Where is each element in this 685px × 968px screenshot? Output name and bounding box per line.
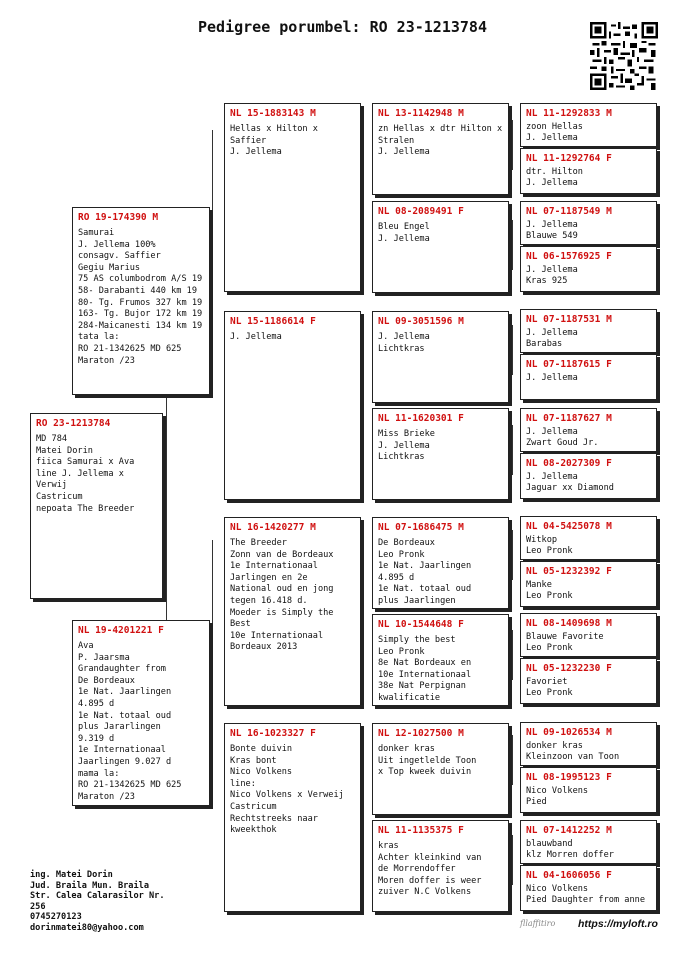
ring-number: NL 07-1187615 F: [526, 359, 612, 370]
ring-number: NL 07-1187549 M: [526, 206, 612, 217]
connector-line: [363, 335, 364, 435]
ring-number: NL 07-1412252 M: [526, 825, 612, 836]
pigeon-details: dtr. Hilton J. Jellema: [526, 167, 583, 189]
ring-number: NL 04-5425078 M: [526, 521, 612, 532]
grandparent-card[interactable]: [224, 723, 361, 912]
connector-line: [512, 630, 513, 680]
pigeon-details: The Breeder Zonn van de Bordeaux 1e Internationaal Jarlingen en 2e National oud en jong tegen 16.418 d. Moeder is Simply the Best 10e Internationaal Bordeaux 2013: [230, 538, 334, 653]
great-grandparent-card[interactable]: [372, 311, 509, 403]
pigeon-details: MD 784 Matei Dorin fiica Samurai x Ava line J. Jellema x Verwij Castricum nepoata The Breeder: [36, 434, 135, 514]
pigeon-details: Blauwe Favorite Leo Pronk: [526, 632, 604, 654]
pigeon-details: Bonte duivin Kras bont Nico Volkens line: Nico Volkens x Verweij Castricum Rechtstreeks naar kweekthok: [230, 744, 344, 836]
pigeon-details: Favoriet Leo Pronk: [526, 677, 573, 699]
great-grandparent-card[interactable]: [372, 723, 509, 815]
pigeon-details: blauwband klz Morren doffer: [526, 839, 614, 861]
ring-number: NL 08-2027309 F: [526, 458, 612, 469]
great-great-grandparent-card[interactable]: [520, 820, 657, 864]
ring-number: RO 23-1213784: [36, 418, 111, 429]
dam-card[interactable]: [72, 620, 210, 806]
great-great-grandparent-card[interactable]: [520, 103, 657, 147]
connector-line: [512, 735, 513, 785]
pigeon-details: J. Jellema Jaguar xx Diamond: [526, 472, 614, 494]
ring-number: NL 16-1023327 F: [230, 728, 316, 739]
pigeon-details: J. Jellema Barabas: [526, 328, 578, 350]
website-link[interactable]: https://myloft.ro: [578, 918, 658, 930]
pigeon-details: Hellas x Hilton x Saffier J. Jellema: [230, 124, 318, 158]
pigeon-details: Simply the best Leo Pronk 8e Nat Bordeaux en 10e Internationaal 38e Nat Perpignan kwalificatie: [378, 635, 472, 703]
ring-number: NL 07-1187531 M: [526, 314, 612, 325]
great-great-grandparent-card[interactable]: [520, 865, 657, 911]
ring-number: NL 06-1576925 F: [526, 251, 612, 262]
pigeon-details: donker kras Kleinzoon van Toon: [526, 741, 620, 763]
owner-name: ing. Matei Dorin: [30, 870, 113, 880]
owner-address-line: 256: [30, 901, 46, 912]
ring-number: NL 11-1292764 F: [526, 153, 612, 164]
great-great-grandparent-card[interactable]: [520, 516, 657, 560]
ring-number: NL 09-3051596 M: [378, 316, 464, 327]
pigeon-details: J. Jellema Zwart Goud Jr.: [526, 427, 599, 449]
pigeon-details: Bleu Engel J. Jellema: [378, 222, 430, 244]
ring-number: NL 15-1883143 M: [230, 108, 316, 119]
ring-number: NL 11-1292833 M: [526, 108, 612, 119]
ring-number: NL 11-1620301 F: [378, 413, 464, 424]
ring-number: NL 07-1187627 M: [526, 413, 612, 424]
ring-number: NL 12-1027500 M: [378, 728, 464, 739]
ring-number: NL 04-1606056 F: [526, 870, 612, 881]
pigeon-details: Ava P. Jaarsma Grandaughter from De Bordeaux 1e Nat. Jaarlingen 4.895 d 1e Nat. totaal oud plus Jararlingen 9.319 d 1e Internationaal Jaarlingen 9.027 d mama la: RO 21-1342625 MD 625 Maraton /23: [78, 641, 182, 802]
ring-number: NL 11-1135375 F: [378, 825, 464, 836]
connector-line: [363, 125, 364, 225]
pigeon-details: J. Jellema Lichtkras: [378, 332, 430, 354]
great-grandparent-card[interactable]: [372, 614, 509, 706]
pigeon-details: Witkop Leo Pronk: [526, 535, 573, 557]
grandparent-card[interactable]: [224, 103, 361, 292]
pigeon-details: donker kras Uit ingetlelde Toon x Top kweek duivin: [378, 744, 477, 778]
great-grandparent-card[interactable]: [372, 517, 509, 609]
great-great-grandparent-card[interactable]: [520, 201, 657, 245]
ring-number: RO 19-174390 M: [78, 212, 159, 223]
signature: fllaffitiro: [520, 919, 556, 928]
owner-phone: 0745270123: [30, 912, 82, 923]
ring-number: NL 10-1544648 F: [378, 619, 464, 630]
pigeon-details: Nico Volkens Pied: [526, 786, 589, 808]
ring-number: NL 09-1026534 M: [526, 727, 612, 738]
great-grandparent-card[interactable]: [372, 201, 509, 293]
great-great-grandparent-card[interactable]: [520, 453, 657, 499]
owner-email: dorinmatei80@yahoo.com: [30, 922, 144, 933]
pigeon-details: Nico Volkens Pied Daughter from anne: [526, 884, 645, 906]
great-great-grandparent-card[interactable]: [520, 354, 657, 400]
pigeon-details: Samurai J. Jellema 100% consagv. Saffier Gegiu Marius 75 AS columbodrom A/S 19 58- Darabanti 440 km 19 80- Tg. Frumos 327 km 19 163- Tg. Bujor 172 km 19 284-Maicanesti 134 km 19 tata la: RO 21-1342625 MD 625 Maraton /23: [78, 228, 203, 366]
ring-number: NL 16-1420277 M: [230, 522, 316, 533]
great-great-grandparent-card[interactable]: [520, 561, 657, 607]
great-grandparent-card[interactable]: [372, 820, 509, 912]
connector-line: [512, 220, 513, 270]
owner-address-line: Jud. Braila Mun. Braila: [30, 880, 149, 891]
connector-line: [363, 540, 364, 640]
owner-contact: [30, 870, 165, 934]
ring-number: NL 08-2089491 F: [378, 206, 464, 217]
ring-number: NL 05-1232230 F: [526, 663, 612, 674]
pigeon-details: J. Jellema Blauwe 549: [526, 220, 578, 242]
great-grandparent-card[interactable]: [372, 103, 509, 195]
great-great-grandparent-card[interactable]: [520, 309, 657, 353]
connector-line: [212, 130, 213, 330]
pigeon-details: J. Jellema Kras 925: [526, 265, 578, 287]
grandparent-card[interactable]: [224, 517, 361, 706]
sire-card[interactable]: [72, 207, 210, 395]
pigeon-details: De Bordeaux Leo Pronk 1e Nat. Jaarlingen 4.895 d 1e Nat. totaal oud plus Jaarlingen: [378, 538, 472, 606]
great-great-grandparent-card[interactable]: [520, 767, 657, 813]
pigeon-details: J. Jellema: [526, 373, 578, 383]
subject-card[interactable]: [30, 413, 163, 599]
connector-line: [212, 540, 213, 740]
pigeon-details: zn Hellas x dtr Hilton x Stralen J. Jellema: [378, 124, 503, 158]
ring-number: NL 15-1186614 F: [230, 316, 316, 327]
great-great-grandparent-card[interactable]: [520, 658, 657, 704]
connector-line: [512, 425, 513, 475]
ring-number: NL 08-1409698 M: [526, 618, 612, 629]
ring-number: NL 08-1995123 F: [526, 772, 612, 783]
page-title: Pedigree porumbel: RO 23-1213784: [198, 18, 487, 36]
pigeon-details: zoon Hellas J. Jellema: [526, 122, 583, 144]
connector-line: [512, 530, 513, 580]
great-great-grandparent-card[interactable]: [520, 408, 657, 452]
great-grandparent-card[interactable]: [372, 408, 509, 500]
ring-number: NL 07-1686475 M: [378, 522, 464, 533]
great-great-grandparent-card[interactable]: [520, 613, 657, 657]
great-great-grandparent-card[interactable]: [520, 722, 657, 766]
pigeon-details: J. Jellema: [230, 332, 282, 342]
ring-number: NL 19-4201221 F: [78, 625, 164, 636]
connector-line: [363, 745, 364, 845]
qr-code-icon: [590, 22, 658, 90]
grandparent-card[interactable]: [224, 311, 361, 500]
connector-line: [512, 120, 513, 170]
pigeon-details: Manke Leo Pronk: [526, 580, 573, 602]
great-great-grandparent-card[interactable]: [520, 148, 657, 194]
pigeon-details: Miss Brieke J. Jellema Lichtkras: [378, 429, 435, 463]
connector-line: [512, 325, 513, 375]
great-great-grandparent-card[interactable]: [520, 246, 657, 292]
ring-number: NL 05-1232392 F: [526, 566, 612, 577]
owner-address-line: Str. Calea Calarasilor Nr.: [30, 891, 165, 902]
ring-number: NL 13-1142948 M: [378, 108, 464, 119]
connector-line: [512, 835, 513, 885]
pigeon-details: kras Achter kleinkind van de Morrendoffer Moren doffer is weer zuiver N.C Volkens: [378, 841, 482, 898]
